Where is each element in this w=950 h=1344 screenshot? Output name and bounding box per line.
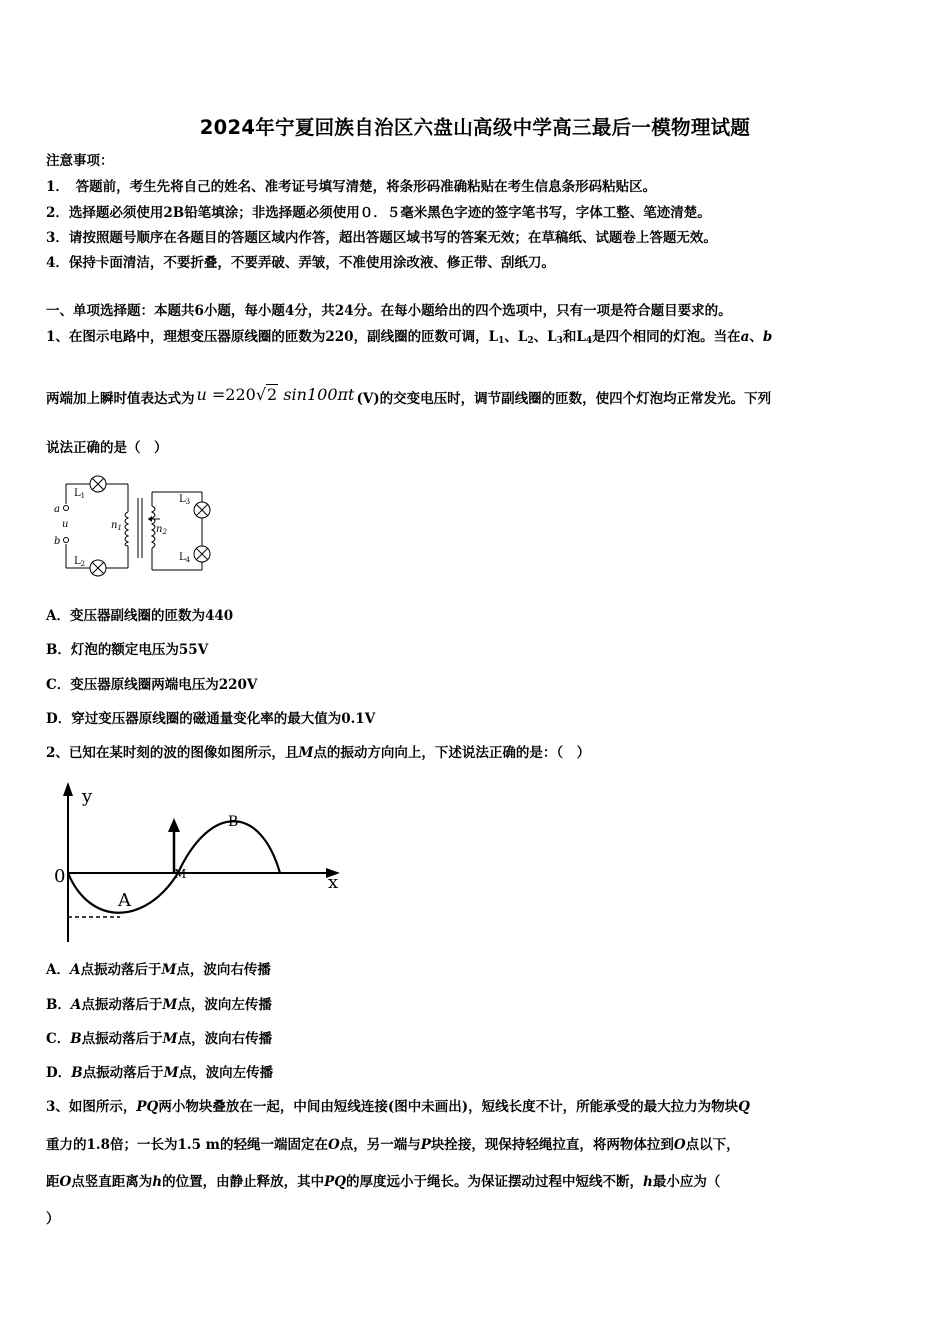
q1-stem-line1: 1、在图示电路中，理想变压器原线圈的匝数为220，副线圈的匝数可调，$L_1$、$L_2$、$L_3$和$L_4$是四个相同的灯泡。当在a、b [46, 329, 773, 346]
svg-text:A: A [118, 890, 131, 911]
q1-option-d: D．穿过变压器原线圈的磁通量变化率的最大值为0.1V [46, 711, 376, 727]
q1-option-a: A．变压器副线圈的匝数为440 [46, 608, 234, 624]
svg-text:B: B [228, 814, 239, 830]
svg-text:L1: $L_1$ [74, 488, 86, 500]
svg-text:M: M [174, 867, 187, 881]
notice-item-3: 3．请按照题号顺序在各题目的答题区域内作答，超出答题区域书写的答案无效；在草稿纸、试题卷上答题无效。 [46, 230, 717, 246]
q2-option-b: B．A点振动落后于M点，波向左传播 [46, 997, 272, 1013]
q3-stem-line4: ） [46, 1211, 60, 1227]
q1-circuit-figure [52, 468, 222, 582]
q3-stem-line1: 3、如图所示，PQ两小物块叠放在一起，中间由短线连接(图中未画出)，短线长度不计，所能承受的最大拉力为物块Q [46, 1099, 750, 1115]
svg-text:L3: $L_3$ [179, 494, 191, 506]
q1-option-c: C．变压器原线圈两端电压为220V [46, 677, 258, 693]
notice-item-2: 2．选择题必须使用2B铅笔填涂；非选择题必须使用０．５毫米黑色字迹的签字笔书写，字体工整、笔迹清楚。 [46, 205, 711, 221]
svg-text:n2: $n_2$ [156, 524, 167, 536]
svg-text:L4: $L_4$ [179, 552, 191, 564]
q2-option-d: D．B点振动落后于M点，波向左传播 [46, 1065, 274, 1081]
q1-formula: u =220√2 sin100πt [196, 385, 355, 404]
q2-option-a: A．A点振动落后于M点，波向右传播 [46, 962, 271, 978]
svg-text:x: x [328, 872, 339, 893]
svg-text:y: y [82, 786, 93, 807]
svg-text:0: 0 [54, 866, 66, 887]
q3-stem-line3: 距O点竖直距离为h的位置，由静止释放，其中PQ的厚度远小于绳长。为保证摆动过程中短线不断，h最小应为（ [46, 1174, 721, 1190]
svg-text:L2: $L_2$ [74, 556, 86, 568]
page-title: 2024年宁夏回族自治区六盘山高级中学高三最后一模物理试题 [199, 116, 751, 139]
q1-stem-line2: 两端加上瞬时值表达式为 u =220√2 sin100πt (V)的交变电压时，调节副线圈的匝数，使四个灯泡均正常发光。下列 [46, 385, 772, 407]
notice-item-4: 4．保持卡面清洁，不要折叠，不要弄破、弄皱，不准使用涂改液、修正带、刮纸刀。 [46, 255, 555, 271]
svg-text:u: u [62, 519, 69, 530]
section-heading: 一、单项选择题：本题共6小题，每小题4分，共24分。在每小题给出的四个选项中，只有一项是符合题目要求的。 [46, 303, 732, 319]
q1-option-b: B．灯泡的额定电压为55V [46, 642, 209, 658]
svg-text:n1: $n_1$ [111, 520, 122, 532]
q3-stem-line2: 重力的1.8倍；一长为1.5 m的轻绳一端固定在O点，另一端与P块拴接，现保持轻绳拉直，将两物体拉到O点以下， [46, 1137, 740, 1153]
q1-stem-line3: 说法正确的是（ ） [46, 440, 168, 456]
q2-wave-figure [50, 776, 350, 946]
notice-heading: 注意事项： [46, 153, 114, 169]
svg-text:b: b [54, 536, 61, 547]
notice-item-1: 1． 答题前，考生先将自己的姓名、准考证号填写清楚，将条形码准确粘贴在考生信息条形码粘贴区。 [46, 179, 657, 195]
q2-option-c: C．B点振动落后于M点，波向右传播 [46, 1031, 273, 1047]
q2-stem: 2、已知在某时刻的波的图像如图所示，且M点的振动方向向上，下述说法正确的是：（ ） [46, 745, 591, 761]
svg-text:a: a [54, 504, 60, 515]
